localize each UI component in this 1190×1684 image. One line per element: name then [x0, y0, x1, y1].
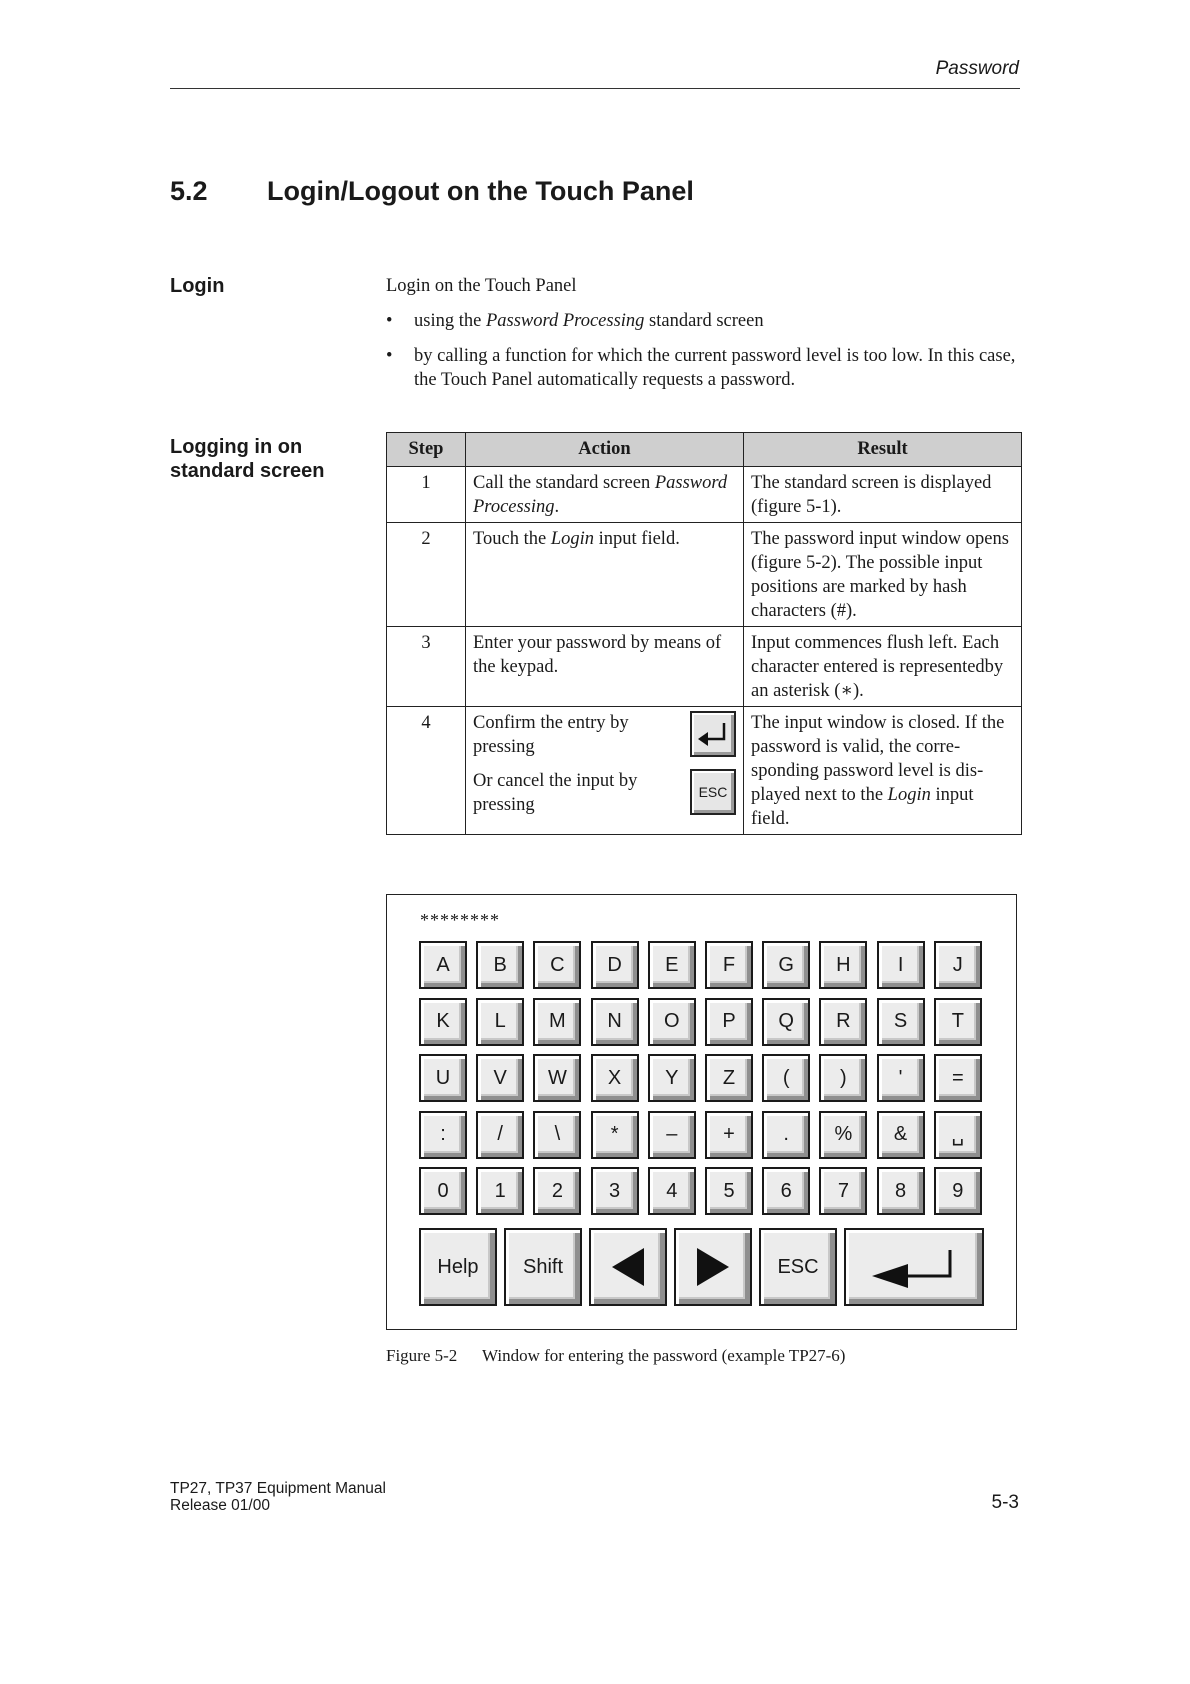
keypad-key-label: +	[723, 1123, 735, 1145]
shift-key-label: Shift	[522, 1255, 564, 1278]
action-emphasis: Password Processing	[473, 473, 728, 517]
keypad-key[interactable]	[934, 1054, 982, 1102]
keypad-key[interactable]	[819, 1167, 867, 1215]
keypad-key[interactable]	[419, 998, 467, 1046]
header-action: Action	[466, 433, 744, 467]
keypad-key[interactable]	[533, 1111, 581, 1159]
keypad-key-label: V	[493, 1066, 507, 1089]
keypad-key-label: F	[722, 953, 736, 976]
step-number: 1	[387, 467, 466, 523]
action-cell: Enter your password by means of the keypad.	[466, 627, 744, 707]
result-cell	[744, 707, 1022, 835]
keypad-key[interactable]	[762, 998, 810, 1046]
keypad-key-label: O	[664, 1010, 680, 1032]
keypad-key[interactable]	[476, 1054, 524, 1102]
keypad-key-label: \	[554, 1123, 561, 1145]
figure-caption-number: Figure 5-2	[386, 1346, 458, 1365]
keypad-key[interactable]	[591, 1167, 639, 1215]
standard-screen-side-heading: Logging in on standard screen	[170, 436, 325, 482]
login-bullet-list	[386, 309, 1026, 403]
keypad-key[interactable]	[476, 941, 524, 989]
keypad-key-label: 8	[895, 1179, 907, 1202]
keypad-key-label: .	[783, 1123, 789, 1145]
page-number: 5-3	[991, 1492, 1019, 1513]
keypad-key-label: 7	[837, 1179, 849, 1202]
figure-caption: Window for entering the password (example TP27-6)	[482, 1346, 846, 1365]
shift-key[interactable]	[504, 1228, 582, 1306]
action-text: Call the standard screen	[473, 473, 655, 493]
bullet-text: by calling a function for which the current password level is too low. In this case, the Touch Panel automatically requests a password.	[414, 346, 1016, 390]
esc-key-label: ESC	[698, 784, 728, 800]
table-header-row	[387, 433, 1022, 467]
login-side-heading: Login	[170, 275, 225, 297]
keypad-key-label: –	[666, 1123, 678, 1145]
keypad-key-label: T	[951, 1010, 964, 1032]
keypad-key[interactable]	[762, 1167, 810, 1215]
keypad-key-label: C	[550, 953, 565, 976]
keypad-key-label: )	[840, 1066, 847, 1089]
bullet-icon: •	[386, 311, 393, 331]
keypad-key[interactable]	[934, 1111, 982, 1159]
keypad-key-label: Z	[722, 1066, 736, 1089]
keypad-key[interactable]	[476, 998, 524, 1046]
keypad-key[interactable]	[877, 1167, 925, 1215]
keypad-key[interactable]	[877, 1054, 925, 1102]
help-key[interactable]	[419, 1228, 497, 1306]
keypad-key[interactable]	[648, 1054, 696, 1102]
keypad-key-label: B	[493, 953, 507, 976]
steps-table	[386, 432, 1022, 835]
bullet-text: standard screen	[644, 311, 764, 331]
keypad-key-label: K	[436, 1010, 450, 1032]
cancel-text: Or cancel the input by pressing	[473, 771, 638, 815]
enter-key[interactable]	[844, 1228, 984, 1306]
keypad-key-label: =	[951, 1066, 964, 1089]
bullet-emphasis: Password Processing	[485, 311, 645, 331]
keypad-key-label: J	[952, 953, 963, 976]
esc-key-icon	[690, 769, 736, 815]
keypad-key[interactable]	[819, 941, 867, 989]
keypad-key[interactable]	[648, 1167, 696, 1215]
keypad-key-label: 0	[437, 1179, 449, 1202]
keypad-key[interactable]	[705, 998, 753, 1046]
enter-key-icon	[690, 711, 736, 757]
keypad-key[interactable]	[819, 1054, 867, 1102]
bullet-icon: •	[386, 346, 393, 366]
keypad-key[interactable]	[419, 941, 467, 989]
keypad-key-label: &	[893, 1123, 908, 1145]
keypad-key-label: P	[722, 1010, 736, 1032]
keypad-key[interactable]	[419, 1111, 467, 1159]
keypad-key[interactable]	[762, 1111, 810, 1159]
keypad-key[interactable]	[591, 1111, 639, 1159]
cursor-left-key[interactable]	[589, 1228, 667, 1306]
keypad-key-label: :	[440, 1123, 446, 1145]
keypad-key-label: Q	[778, 1010, 794, 1032]
keypad-key[interactable]	[591, 998, 639, 1046]
confirm-instruction	[473, 711, 736, 759]
header-rule	[170, 88, 1020, 89]
keypad-key[interactable]	[648, 1111, 696, 1159]
keypad-key-label: 1	[494, 1179, 506, 1202]
action-text: input field.	[594, 529, 680, 549]
result-cell: The standard screen is displayed (figure 5-1).	[744, 467, 1022, 523]
arrow-left-icon	[608, 1244, 648, 1290]
keypad-key-label: M	[549, 1010, 566, 1032]
keypad-key-label: L	[494, 1010, 506, 1032]
keypad-key[interactable]	[762, 1054, 810, 1102]
section-number: 5.2	[170, 176, 208, 206]
password-display: ********	[420, 910, 500, 930]
keypad-key-label: G	[778, 953, 794, 976]
list-item	[386, 344, 1026, 392]
header-result: Result	[744, 433, 1022, 467]
result-emphasis: Login	[887, 785, 931, 805]
keypad-key[interactable]	[705, 1054, 753, 1102]
keypad-key[interactable]	[877, 941, 925, 989]
esc-key-label: ESC	[777, 1255, 819, 1278]
keypad-key[interactable]	[877, 1111, 925, 1159]
action-text: .	[554, 497, 560, 517]
keypad-key[interactable]	[476, 1167, 524, 1215]
keypad-key[interactable]	[533, 1167, 581, 1215]
keypad-key[interactable]	[533, 998, 581, 1046]
cursor-right-key[interactable]	[674, 1228, 752, 1306]
footer-release: Release 01/00	[170, 1497, 270, 1514]
keypad-key-label: 6	[780, 1179, 792, 1202]
keypad-key[interactable]	[476, 1111, 524, 1159]
keypad-key-label: W	[547, 1066, 567, 1089]
keypad-key-label: 4	[666, 1179, 678, 1202]
table-row	[387, 627, 1022, 707]
keypad-key-label: '	[898, 1066, 903, 1089]
running-header: Password	[935, 58, 1019, 79]
keypad-key-label: 3	[609, 1179, 621, 1202]
keypad-key-label: 9	[952, 1179, 964, 1202]
keypad-key-label: N	[607, 1010, 622, 1032]
keypad-key[interactable]	[533, 1054, 581, 1102]
keypad-key[interactable]	[419, 1054, 467, 1102]
keypad-key-label: H	[836, 953, 851, 976]
keypad-key-label: R	[836, 1010, 851, 1032]
keypad-key[interactable]	[705, 1167, 753, 1215]
login-intro: Login on the Touch Panel	[386, 276, 577, 296]
keypad-key-label: U	[435, 1066, 451, 1089]
keypad-key-label: /	[497, 1123, 503, 1145]
enter-icon	[868, 1244, 960, 1290]
result-cell: The password input window opens (figure 5-2). The possible input positions are marked by hash characters (#).	[744, 523, 1022, 627]
result-text: input field.	[751, 785, 974, 829]
arrow-right-icon	[693, 1244, 733, 1290]
keypad-key[interactable]	[648, 941, 696, 989]
keypad-key[interactable]	[591, 941, 639, 989]
section-title: Login/Logout on the Touch Panel	[267, 176, 694, 206]
action-text: Touch the	[473, 529, 551, 549]
keypad-key-label: I	[897, 953, 904, 976]
keypad-key[interactable]	[819, 1111, 867, 1159]
keypad-key[interactable]	[762, 941, 810, 989]
action-cell	[466, 467, 744, 523]
action-emphasis: Login	[550, 529, 595, 549]
keypad-key-label: *	[610, 1123, 619, 1145]
step-number: 2	[387, 523, 466, 627]
keypad-key[interactable]	[877, 998, 925, 1046]
keypad-key-label: Y	[665, 1066, 679, 1089]
keypad-key[interactable]	[419, 1167, 467, 1215]
keypad-key[interactable]	[934, 941, 982, 989]
keypad-key-label: X	[607, 1066, 622, 1089]
footer-manual-title: TP27, TP37 Equipment Manual	[170, 1480, 386, 1497]
step-number: 4	[387, 707, 466, 835]
header-step: Step	[387, 433, 466, 467]
keypad-key-label: A	[436, 953, 450, 976]
keypad-key[interactable]	[934, 1167, 982, 1215]
keypad-key[interactable]	[591, 1054, 639, 1102]
keypad-key-label: E	[665, 953, 679, 976]
keypad-key[interactable]	[705, 1111, 753, 1159]
bullet-text: using the	[414, 311, 486, 331]
keypad-key[interactable]	[819, 998, 867, 1046]
keypad-key[interactable]	[648, 998, 696, 1046]
action-cell	[466, 707, 744, 835]
result-text: The input window is closed. If the password is valid, the corresponding password level is displayed next to the	[751, 713, 1005, 805]
help-key-label: Help	[437, 1255, 479, 1278]
table-row	[387, 467, 1022, 523]
keypad-key[interactable]	[934, 998, 982, 1046]
keypad-key-label: D	[607, 953, 622, 976]
keypad-key-label: 2	[551, 1179, 563, 1202]
keypad-key-label: ␣	[951, 1124, 965, 1146]
keypad-key[interactable]	[705, 941, 753, 989]
table-row	[387, 523, 1022, 627]
table-row	[387, 707, 1022, 835]
footer-manual-info	[170, 1480, 386, 1514]
action-cell	[466, 523, 744, 627]
result-cell: Input commences flush left. Each character entered is representedby an asterisk (∗).	[744, 627, 1022, 707]
keypad-key-label: S	[893, 1010, 908, 1032]
keypad-key[interactable]	[533, 941, 581, 989]
step-number: 3	[387, 627, 466, 707]
keypad-key-label: 5	[723, 1179, 735, 1202]
keypad-key-label: (	[782, 1066, 790, 1089]
keypad-key-label: %	[834, 1123, 853, 1145]
confirm-text: Confirm the entry by pressing	[473, 713, 629, 757]
esc-key[interactable]	[759, 1228, 837, 1306]
cancel-instruction	[473, 769, 736, 817]
list-item	[386, 309, 1026, 333]
